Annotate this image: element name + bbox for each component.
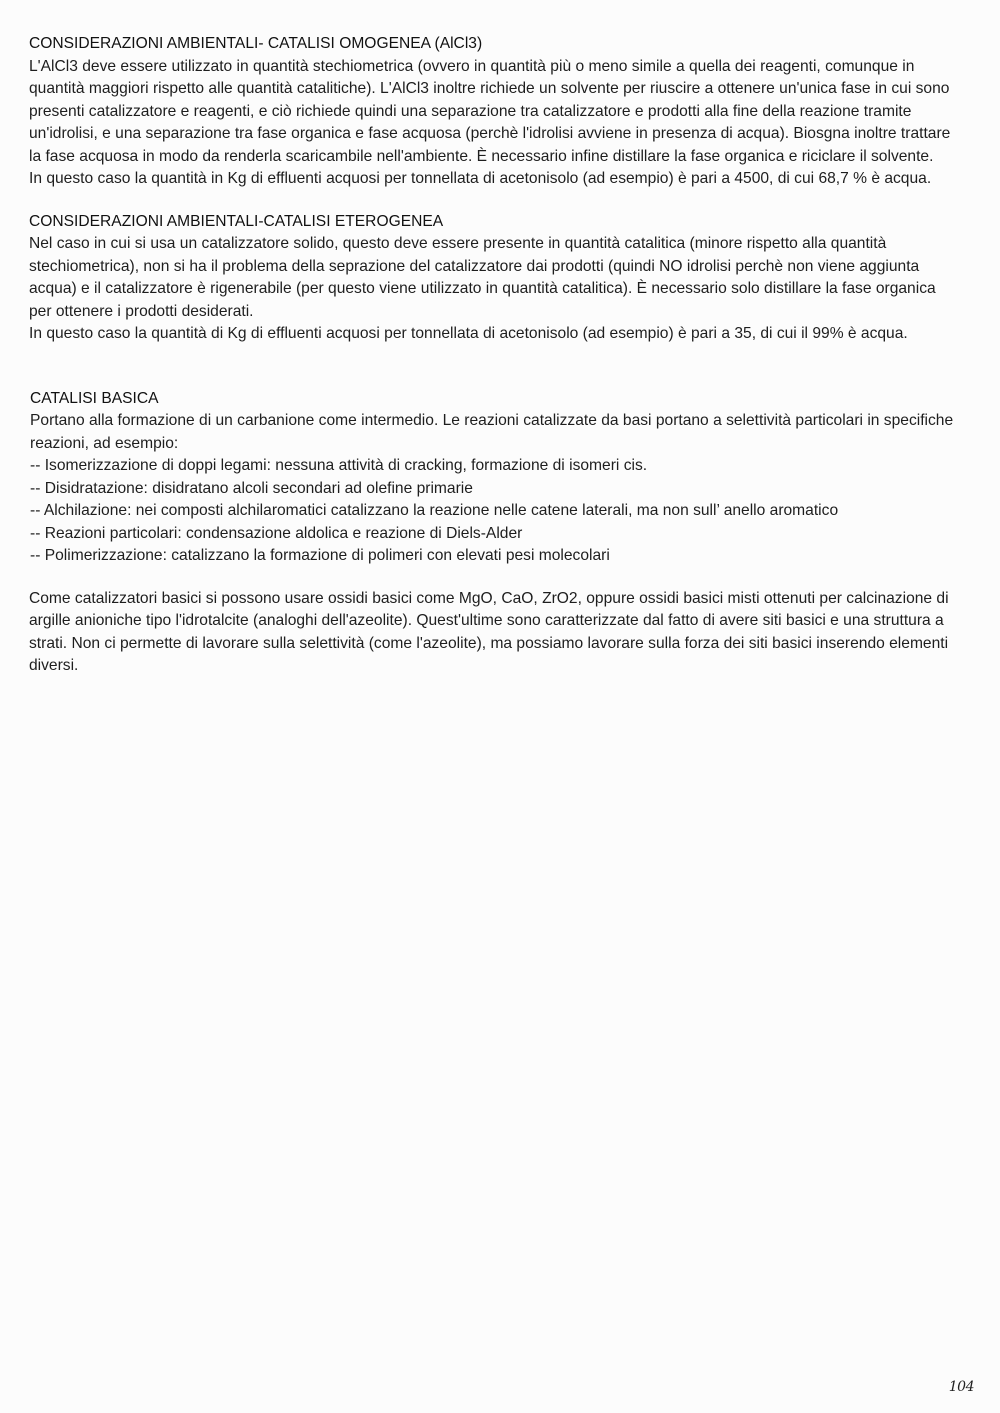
paragraph: L'AlCl3 deve essere utilizzato in quantità stechiometrica (ovvero in quantità più o meno simile a quella dei reagenti, comunque in quantità maggiori rispetto alle quantità catalitiche). L'AlCl3 inoltre richiede un solvente per riuscire a ottenere un'unica fase in cui sono presenti catalizzatore e reagenti, e ciò richiede quindi una separazione tra catalizzatore e prodotti alla fine della reazione tramite un'idrolisi, e una separazione tra fase organica e fase acquosa (perchè l'idrolisi avviene in presenza di acqua). Biosgna inoltre trattare la fase acquosa in modo da renderla scaricambile nell'ambiente. È necessario infine distillare la fase organica e riciclare il solvente. [29, 57, 951, 165]
section-heading: CATALISI BASICA [30, 389, 159, 407]
reaction-list [30, 455, 959, 568]
section-heading: CONSIDERAZIONI AMBIENTALI- CATALISI OMOGENEA (AlCl3) [29, 35, 483, 52]
list-item: -- Reazioni particolari: condensazione aldolica e reazione di Diels-Alder [30, 524, 523, 542]
section-heading: CONSIDERAZIONI AMBIENTALI-CATALISI ETEROGENEA [29, 212, 444, 230]
paragraph: In questo caso la quantità in Kg di effluenti acquosi per tonnellata di acetonisolo (ad esempio) è pari a 4500, di cui 68,7 % è acqua. [29, 170, 932, 187]
list-item: -- Disidratazione: disidratano alcoli secondari ad olefine primarie [30, 479, 473, 497]
paragraph: Come catalizzatori basici si possono usare ossidi basici come MgO, CaO, ZrO2, oppure ossidi basici misti ottenuti per calcinazione di argille anioniche tipo l'idrotalcite (analoghi dell'azeolite). Quest'ultime sono caratterizzate dal fatto di avere siti basici e una struttura a strati. Non ci permette di lavorare sulla selettività (come l'azeolite), ma possiamo lavorare sulla forza dei siti basici inserendo elementi diversi. [29, 589, 949, 674]
paragraph: Nel caso in cui si usa un catalizzatore solido, questo deve essere presente in quantità catalitica (minore rispetto alla quantità stechiometrica), non si ha il problema della seprazione del catalizzatore dai prodotti (quindi NO idrolisi perchè non viene aggiunta acqua) e il catalizzatore è rigenerabile (per questo viene utilizzato in quantità catalitica). È necessario solo distillare la fase organica per ottenere i prodotti desiderati. [29, 235, 936, 320]
list-item: -- Alchilazione: nei composti alchilaromatici catalizzano la reazione nelle catene laterali, ma non sull’ anello aromatico [30, 502, 839, 519]
section-catalisi-omogenea [29, 33, 959, 191]
document-page [29, 33, 959, 678]
page-number: 104 [948, 1379, 974, 1395]
paragraph: In questo caso la quantità di Kg di effluenti acquosi per tonnellata di acetonisolo (ad esempio) è pari a 35, di cui il 99% è acqua. [29, 325, 908, 342]
list-item: -- Isomerizzazione di doppi legami: nessuna attività di cracking, formazione di isomeri cis. [30, 457, 648, 474]
paragraph: Portano alla formazione di un carbanione come intermedio. Le reazioni catalizzate da basi portano a selettività particolari in specifiche reazioni, ad esempio: [30, 412, 954, 452]
section-catalisi-basica [29, 388, 959, 568]
section-catalisi-eterogenea [29, 211, 959, 346]
list-item: -- Polimerizzazione: catalizzano la formazione di polimeri con elevati pesi molecolari [30, 547, 610, 564]
section-closing [29, 588, 959, 678]
